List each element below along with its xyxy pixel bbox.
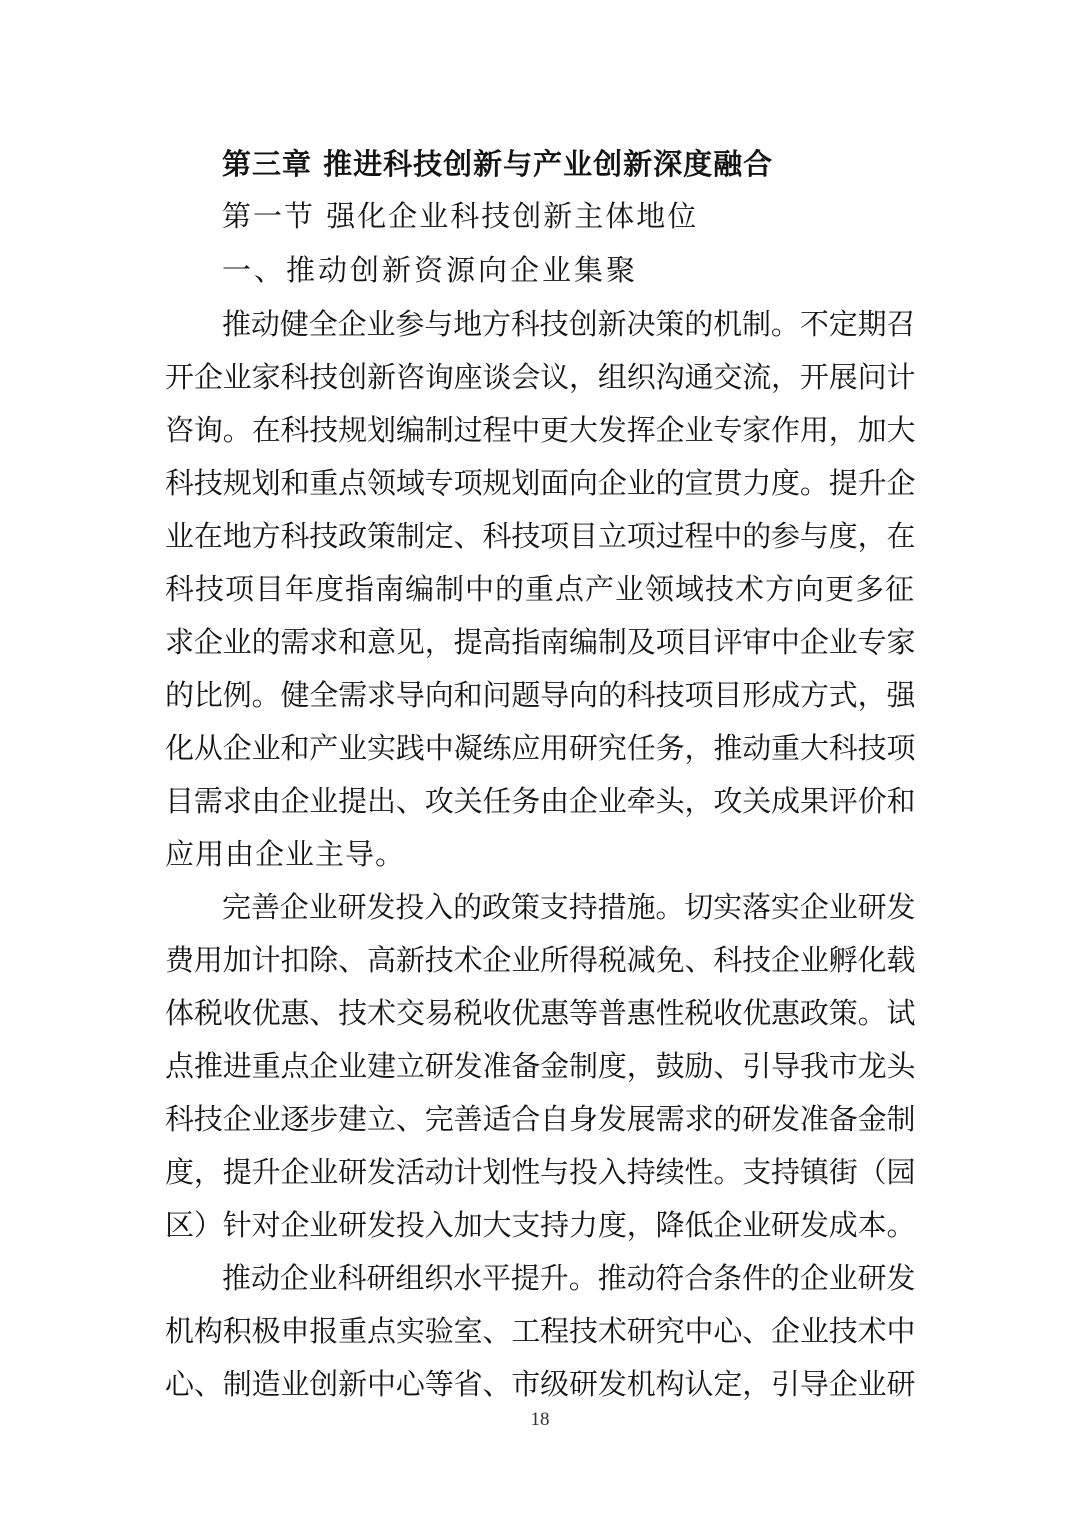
paragraph-line: 科技企业逐步建立、完善适合自身发展需求的研发准备金制 [165,1102,915,1136]
paragraph-line: 的比例。健全需求导向和问题导向的科技项目形成方式，强 [165,678,915,712]
paragraph-line: 推动企业科研组织水平提升。推动符合条件的企业研发 [222,1261,915,1295]
paragraph-line: 目需求由企业提出、攻关任务由企业牵头，攻关成果评价和 [165,784,915,818]
paragraph-line: 化从企业和产业实践中凝练应用研究任务，推动重大科技项 [165,731,915,765]
page-number: 18 [530,1409,550,1430]
paragraph-line: 应用由企业主导。 [165,837,406,871]
paragraph-line: 业在地方科技政策制定、科技项目立项过程中的参与度，在 [165,519,915,553]
paragraph-line: 推动健全企业参与地方科技创新决策的机制。不定期召 [222,307,915,341]
subsection-title: 一、推动创新资源向企业集聚 [222,253,639,287]
paragraph-line: 体税收优惠、技术交易税收优惠等普惠性税收优惠政策。试 [165,996,915,1030]
paragraph-line: 科技项目年度指南编制中的重点产业领域技术方向更多征 [165,572,916,606]
paragraph-line: 完善企业研发投入的政策支持措施。切实落实企业研发 [222,890,915,924]
paragraph-line: 科技规划和重点领域专项规划面向企业的宣贯力度。提升企 [165,466,915,500]
paragraph-line: 区）针对企业研发投入加大支持力度，降低企业研发成本。 [165,1208,915,1242]
section-title: 第一节 强化企业科技创新主体地位 [222,199,699,233]
paragraph-line: 求企业的需求和意见，提高指南编制及项目评审中企业专家 [165,625,915,659]
paragraph-line: 心、制造业创新中心等省、市级研发机构认定，引导企业研 [165,1367,915,1401]
paragraph-line: 费用加计扣除、高新技术企业所得税减免、科技企业孵化载 [165,943,915,977]
paragraph-line: 咨询。在科技规划编制过程中更大发挥企业专家作用，加大 [165,413,915,447]
paragraph-line: 度，提升企业研发活动计划性与投入持续性。支持镇街（园 [165,1155,915,1189]
chapter-title: 第三章 推进科技创新与产业创新深度融合 [222,147,774,181]
paragraph-line: 点推进重点企业建立研发准备金制度，鼓励、引导我市龙头 [165,1049,915,1083]
paragraph-line: 开企业家科技创新咨询座谈会议，组织沟通交流，开展问计 [165,360,915,394]
paragraph-line: 机构积极申报重点实验室、工程技术研究中心、企业技术中 [165,1314,915,1348]
